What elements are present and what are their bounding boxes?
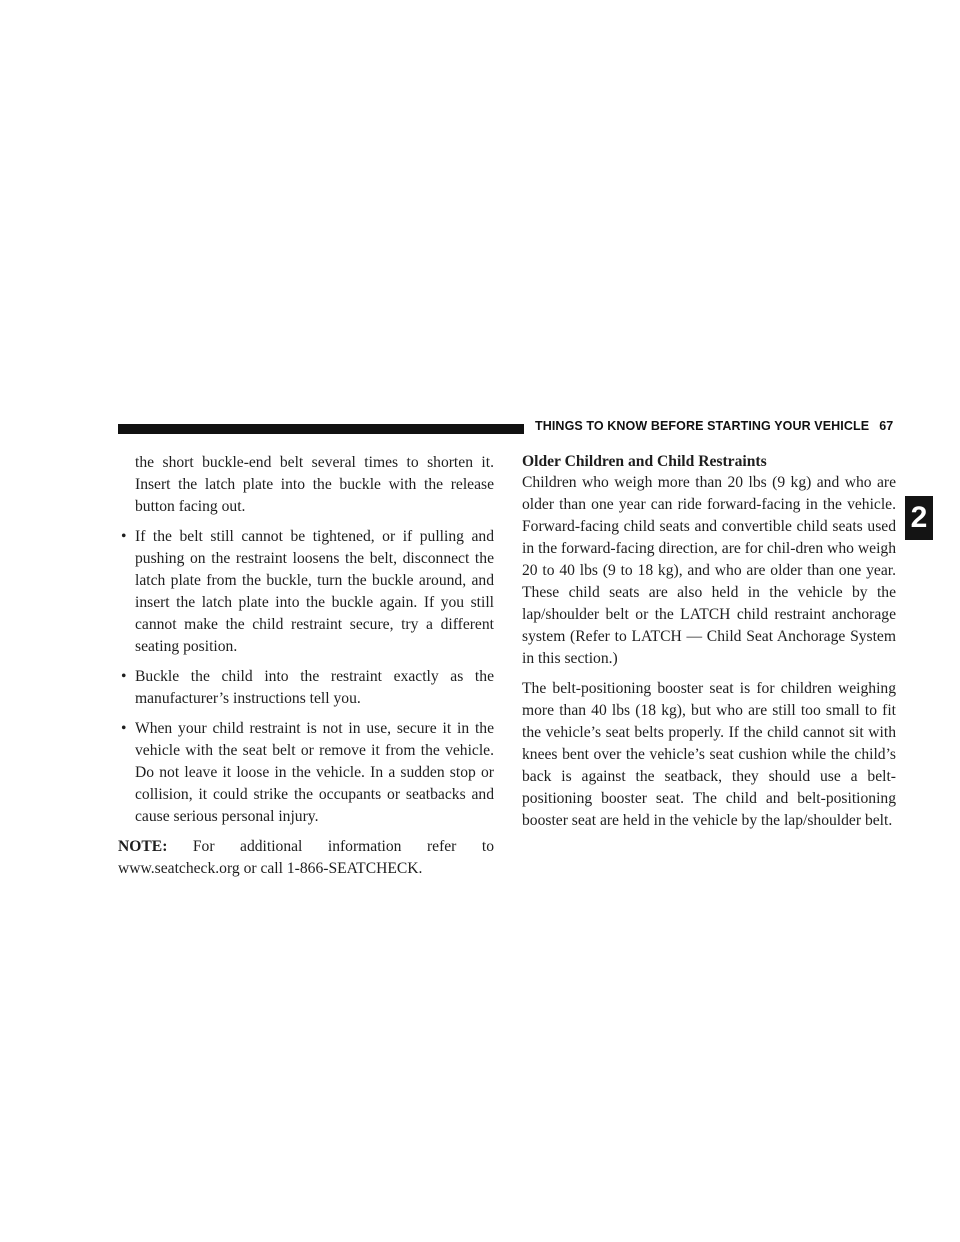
section-title: THINGS TO KNOW BEFORE STARTING YOUR VEHICLE bbox=[535, 419, 870, 433]
bullet-text: Buckle the child into the restraint exactly as the manufacturer’s instructions tell you. bbox=[135, 668, 494, 707]
note-text: For additional information refer to bbox=[192, 838, 494, 855]
bullet-text: If the belt still cannot be tightened, or if pulling and pushing on the restraint loosens the belt, disconnect the latch plate from the buckle, turn the buckle around, and insert the latch plate into the buckle again. If you still cannot make the child restraint secure, try a different seating position. bbox=[135, 528, 494, 655]
body-paragraph: Children who weigh more than 20 lbs (9 kg) and who are older than one year can ride forward-facing in the vehicle. Forward-facing child seats and convertible child seats used in the forward-facing direction, are for chil-dren who weigh 20 to 40 lbs (9 to 18 kg), and who are older than one year. These child seats are also held in the vehicle by the lap/shoulder belt or the LATCH child restraint anchorage system (Refer to LATCH — Child Seat Anchorage System in this section.) bbox=[522, 474, 896, 667]
bullet-item bbox=[118, 526, 494, 658]
bullet-symbol: • bbox=[121, 720, 127, 737]
right-column bbox=[522, 452, 896, 832]
header-rule bbox=[118, 424, 524, 434]
body-paragraph: The belt-positioning booster seat is for children weighing more than 40 lbs (18 kg), but who are still too small to fit the vehicle’s seat belts properly. If the child cannot sit with knees bent over the vehicle’s seat cushion while the child’s back is against the seatback, they should use a belt-positioning booster seat. The child and belt-positioning booster seat are held in the vehicle by the lap/shoulder belt. bbox=[522, 680, 896, 829]
section-heading: Older Children and Child Restraints bbox=[522, 453, 767, 470]
chapter-tab: 2 bbox=[905, 496, 933, 540]
page-number: 67 bbox=[879, 419, 894, 433]
bullet-item bbox=[118, 666, 494, 710]
note-label: NOTE: bbox=[118, 838, 168, 855]
bullet-symbol: • bbox=[121, 668, 127, 685]
continuation-paragraph: the short buckle-end belt several times to shorten it. Insert the latch plate into the buckle with the release button facing out. bbox=[135, 454, 494, 515]
bullet-symbol: • bbox=[121, 528, 127, 545]
note-text-continued: www.seatcheck.org or call 1-866-SEATCHECK. bbox=[118, 860, 423, 877]
bullet-item bbox=[118, 718, 494, 828]
left-column bbox=[118, 452, 494, 880]
note-line bbox=[118, 836, 494, 858]
bullet-text: When your child restraint is not in use, secure it in the vehicle with the seat belt or remove it from the vehicle. Do not leave it loose in the vehicle. In a sudden stop or collision, it could strike the occupants or seatbacks and cause serious personal injury. bbox=[135, 720, 494, 825]
running-header bbox=[535, 419, 893, 433]
